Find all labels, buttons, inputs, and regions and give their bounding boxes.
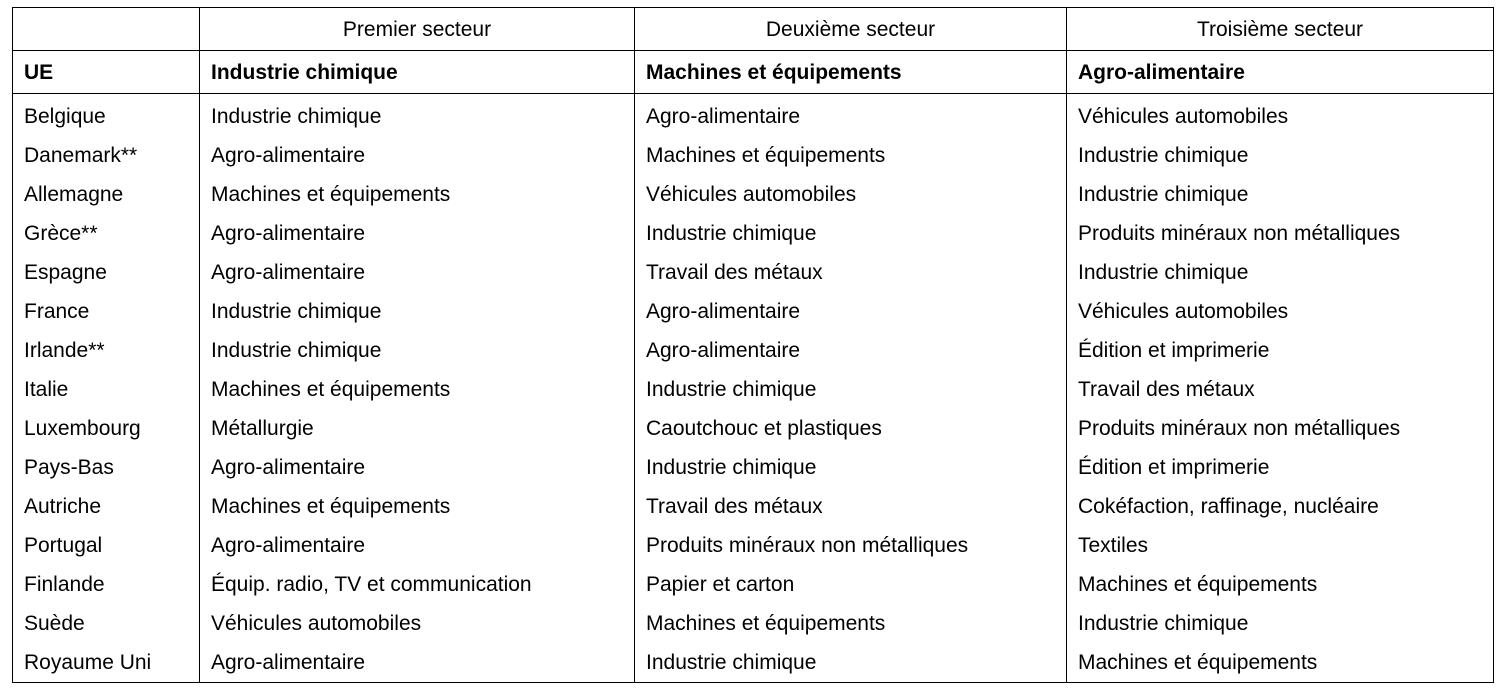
sector-table — [12, 7, 1494, 683]
table-row — [13, 526, 1494, 565]
country-cell: Autriche — [13, 487, 200, 526]
second-sector-cell: Véhicules automobiles — [635, 175, 1067, 214]
summary-region: UE — [13, 51, 200, 94]
first-sector-cell: Machines et équipements — [200, 370, 635, 409]
second-sector-cell: Agro-alimentaire — [635, 292, 1067, 331]
third-sector-cell: Travail des métaux — [1067, 370, 1494, 409]
second-sector-cell: Travail des métaux — [635, 253, 1067, 292]
country-cell: Portugal — [13, 526, 200, 565]
third-sector-cell: Produits minéraux non métalliques — [1067, 214, 1494, 253]
second-sector-cell: Produits minéraux non métalliques — [635, 526, 1067, 565]
first-sector-cell: Machines et équipements — [200, 175, 635, 214]
first-sector-cell: Véhicules automobiles — [200, 604, 635, 643]
second-sector-cell: Papier et carton — [635, 565, 1067, 604]
country-cell: Danemark** — [13, 136, 200, 175]
country-cell: Espagne — [13, 253, 200, 292]
first-sector-cell: Métallurgie — [200, 409, 635, 448]
third-sector-cell: Industrie chimique — [1067, 604, 1494, 643]
summary-first-sector: Industrie chimique — [200, 51, 635, 94]
second-sector-cell: Industrie chimique — [635, 370, 1067, 409]
table-row — [13, 643, 1494, 683]
second-sector-cell: Travail des métaux — [635, 487, 1067, 526]
first-sector-cell: Agro-alimentaire — [200, 253, 635, 292]
country-cell: Royaume Uni — [13, 643, 200, 683]
first-sector-cell: Machines et équipements — [200, 487, 635, 526]
table-row — [13, 370, 1494, 409]
third-sector-cell: Machines et équipements — [1067, 643, 1494, 683]
country-cell: Luxembourg — [13, 409, 200, 448]
table-row — [13, 409, 1494, 448]
third-sector-cell: Industrie chimique — [1067, 175, 1494, 214]
table-row — [13, 565, 1494, 604]
summary-third-sector: Agro-alimentaire — [1067, 51, 1494, 94]
header-cell-empty — [13, 8, 200, 51]
second-sector-cell: Machines et équipements — [635, 136, 1067, 175]
country-cell: Pays-Bas — [13, 448, 200, 487]
first-sector-cell: Agro-alimentaire — [200, 136, 635, 175]
first-sector-cell: Industrie chimique — [200, 331, 635, 370]
third-sector-cell: Produits minéraux non métalliques — [1067, 409, 1494, 448]
second-sector-cell: Industrie chimique — [635, 643, 1067, 683]
country-cell: Grèce** — [13, 214, 200, 253]
country-cell: Allemagne — [13, 175, 200, 214]
table-row — [13, 253, 1494, 292]
third-sector-cell: Véhicules automobiles — [1067, 292, 1494, 331]
third-sector-cell: Édition et imprimerie — [1067, 448, 1494, 487]
table-row — [13, 214, 1494, 253]
second-sector-cell: Industrie chimique — [635, 448, 1067, 487]
country-cell: Italie — [13, 370, 200, 409]
third-sector-cell: Textiles — [1067, 526, 1494, 565]
table-row — [13, 136, 1494, 175]
header-row — [13, 8, 1494, 51]
country-cell: Finlande — [13, 565, 200, 604]
third-sector-cell: Édition et imprimerie — [1067, 331, 1494, 370]
first-sector-cell: Agro-alimentaire — [200, 448, 635, 487]
third-sector-cell: Machines et équipements — [1067, 565, 1494, 604]
second-sector-cell: Agro-alimentaire — [635, 94, 1067, 137]
country-cell: France — [13, 292, 200, 331]
table-row — [13, 94, 1494, 137]
second-sector-cell: Caoutchouc et plastiques — [635, 409, 1067, 448]
table-row — [13, 448, 1494, 487]
third-sector-cell: Industrie chimique — [1067, 253, 1494, 292]
table-row — [13, 292, 1494, 331]
table-row — [13, 175, 1494, 214]
header-troisieme-secteur: Troisième secteur — [1067, 8, 1494, 51]
country-cell: Irlande** — [13, 331, 200, 370]
first-sector-cell: Agro-alimentaire — [200, 214, 635, 253]
table-row — [13, 331, 1494, 370]
first-sector-cell: Équip. radio, TV et communication — [200, 565, 635, 604]
country-cell: Suède — [13, 604, 200, 643]
third-sector-cell: Cokéfaction, raffinage, nucléaire — [1067, 487, 1494, 526]
first-sector-cell: Industrie chimique — [200, 94, 635, 137]
table-row — [13, 604, 1494, 643]
second-sector-cell: Agro-alimentaire — [635, 331, 1067, 370]
third-sector-cell: Véhicules automobiles — [1067, 94, 1494, 137]
first-sector-cell: Agro-alimentaire — [200, 643, 635, 683]
second-sector-cell: Industrie chimique — [635, 214, 1067, 253]
country-cell: Belgique — [13, 94, 200, 137]
first-sector-cell: Agro-alimentaire — [200, 526, 635, 565]
header-deuxieme-secteur: Deuxième secteur — [635, 8, 1067, 51]
summary-second-sector: Machines et équipements — [635, 51, 1067, 94]
summary-row-ue — [13, 51, 1494, 94]
first-sector-cell: Industrie chimique — [200, 292, 635, 331]
table-row — [13, 487, 1494, 526]
header-premier-secteur: Premier secteur — [200, 8, 635, 51]
second-sector-cell: Machines et équipements — [635, 604, 1067, 643]
third-sector-cell: Industrie chimique — [1067, 136, 1494, 175]
